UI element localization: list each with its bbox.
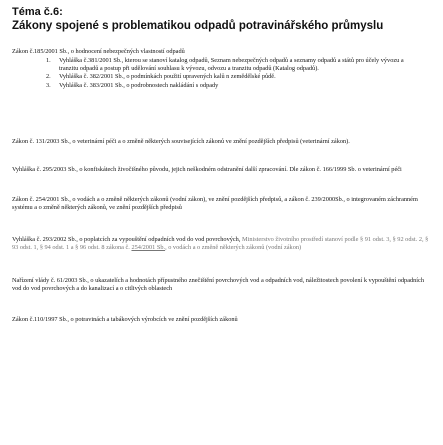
law-110-1997-text: Zákon č.110/1997 Sb., o potravinách a tabákových výrobcích ve znění pozdějších zákonů <box>12 316 238 323</box>
law-254-2001-link[interactable]: 254/2001 Sb. <box>131 244 166 251</box>
decree-293-2002-lead: Vyhláška č. 293/2002 Sb., o poplatcích za vypouštění odpadních vod do vod povrchových, <box>12 236 241 243</box>
law-185-2001-text: Zákon č.185/2001 Sb., o hodnocení nebezpečných vlastností odpadů <box>12 48 185 55</box>
law-131-2003-text: Zákon č. 131/2003 Sb., o veterinární péči a o změně některých souvisejících zákonů ve znění pozdějších předpisů (veterinární zákon). <box>12 138 350 145</box>
list-item <box>46 82 418 90</box>
list-item <box>46 73 418 81</box>
list-item-text: Vyhláška č.381/2001 Sb., kterou se stanoví katalog odpadů, Seznam nebezpečných odpadů a seznamy odpadů a států pro účely vývozu a tranzitu odpadů a postup při udělování souhlasu k vývozu, odvozu a tranzitu odpadů (Katalog odpadů). <box>59 57 404 72</box>
law-110-1997 <box>12 316 430 324</box>
decree-list <box>46 57 418 90</box>
regulation-61-2003 <box>12 277 430 293</box>
law-185-2001 <box>12 48 430 56</box>
list-item-number: 2. <box>46 73 51 81</box>
decree-293-2002-tail: , o vodách a o změně některých zákonů (vodní zákon) <box>165 244 302 251</box>
page-title: Zákony spojené s problematikou odpadů potravinářského průmyslu <box>12 20 384 32</box>
list-item-number: 3. <box>46 81 51 89</box>
decree-293-2002-faded: Ministerstvo životního prostředí stanoví podle § 91 odst. 3, § 92 odst. 2, § 93 odst. 1, § 94 odst. 1 a § 96 odst. 8 zákona č. <box>12 236 429 251</box>
list-item-text: Vyhláška č. 382/2001 Sb., o podmínkách použití upravených kalů n zemědělské půdě. <box>59 73 276 81</box>
decree-295-2003 <box>12 166 430 174</box>
topic-label: Téma č.6: <box>12 6 63 18</box>
decree-293-2002 <box>12 236 430 252</box>
decree-295-2003-text: Vyhláška č. 295/2003 Sb., o konfiskátech živočišného původu, jejich neškodném odstranění další zpracování. Dle zákon č. 166/1999 Sb. o veterinární péči <box>12 166 402 173</box>
regulation-61-2003-text: Nařízení vlády č. 61/2003 Sb., o ukazatelích a hodnotách přípustného znečištění povrchových vod a odpadních vod, náležitostech povolení k vypouštění odpadních vod do vod povrchových a do kanalizací a o citlivých oblastech <box>12 277 424 292</box>
list-item-text: Vyhláška č. 383/2001 Sb., o podrobnostech nakládání s odpady <box>59 81 219 89</box>
law-254-2001-text: Zákon č. 254/2001 Sb., o vodách a o změně některých zákonů (vodní zákon), ve znění pozdějších předpisů, a zákon č. 239/2000Sb., o integrovaném záchranném systému a o změně některých zákonů, ve znění pozdějších předpisů <box>12 196 418 211</box>
list-item-number: 1. <box>46 57 51 64</box>
law-254-2001 <box>12 196 430 212</box>
list-item <box>46 57 418 72</box>
law-131-2003 <box>12 138 430 146</box>
